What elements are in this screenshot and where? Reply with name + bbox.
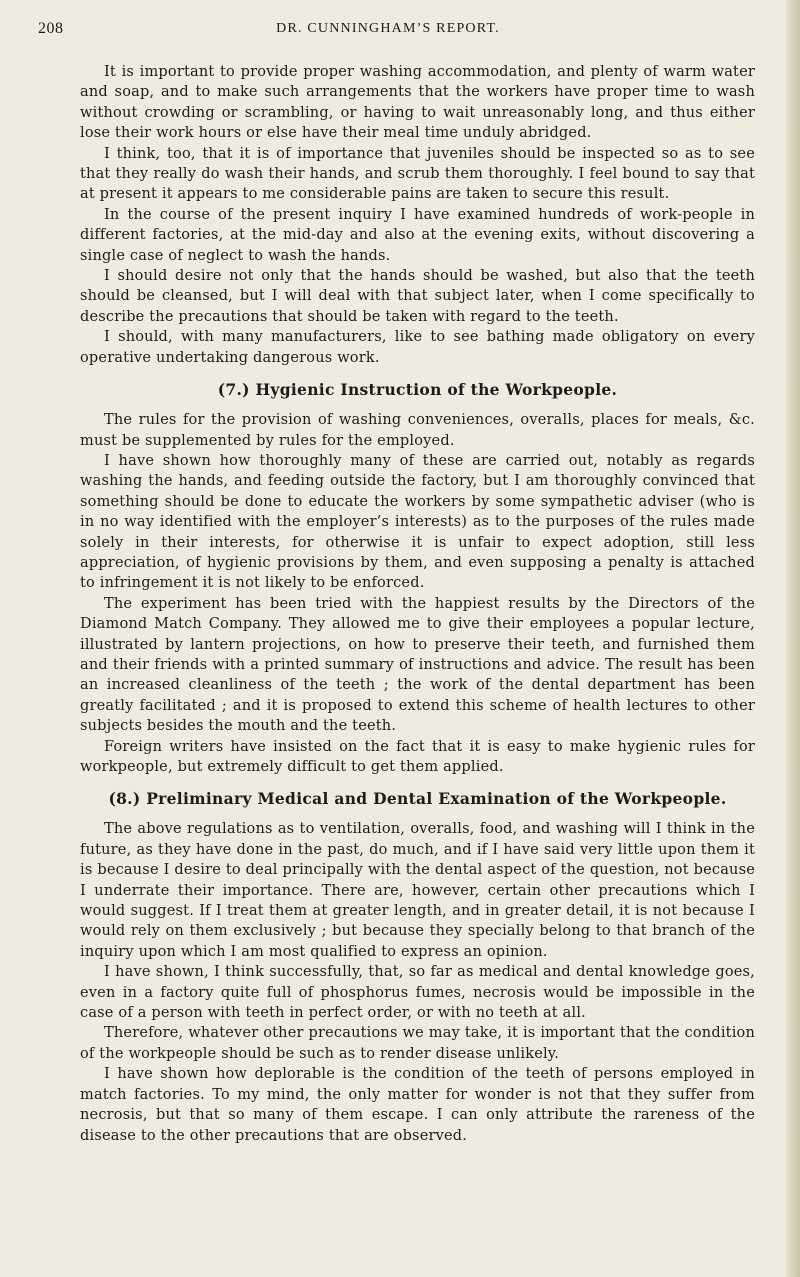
paragraph: I should desire not only that the hands should be washed, but also that the teeth should be cleansed, but I will deal with that subject later, when I come specifically to describe the precautions that should be taken with regard to the teeth.	[80, 268, 755, 325]
paragraph: Foreign writers have insisted on the fact that it is easy to make hygienic rules for workpeople, but extremely difficult to get them applied.	[80, 738, 755, 775]
page-edge-shadow	[786, 0, 800, 1277]
section-heading-8: (8.) Preliminary Medical and Dental Examination of the Workpeople.	[108, 789, 727, 809]
paragraph: Therefore, whatever other precautions we may take, it is important that the condition of the workpeople should be such as to render disease unlikely.	[80, 1025, 755, 1062]
page-number: 208	[38, 20, 64, 37]
paragraph: I have shown how deplorable is the condition of the teeth of persons employed in match factories. To my mind, the only matter for wonder is not that they suffer from necrosis, but that so many of them escape. I can only attribute the rareness of the disease to the other precautions that are observed.	[80, 1066, 755, 1144]
paragraph: It is important to provide proper washing accommodation, and plenty of warm water and soap, and to make such arrangements that the workers have proper time to wash without crowding or scrambling, or having to wait unreasonably long, and thus either lose their work hours or else have their meal time unduly abridged.	[80, 64, 755, 142]
paragraph: The rules for the provision of washing conveniences, overalls, places for meals, &c. must be supplemented by rules for the employed.	[80, 412, 755, 449]
section-heading-7: (7.) Hygienic Instruction of the Workpeople.	[217, 380, 618, 400]
paragraph: The above regulations as to ventilation, overalls, food, and washing will I think in the future, as they have done in the past, do much, and if I have said very little upon them it is because I desire to deal principally with the dental aspect of the question, not because I underrate their importance. There are, however, certain other precautions which I would suggest. If I treat them at greater length, and in greater detail, it is not because I would rely on them exclusively ; but because they specially belong to that branch of the inquiry upon which I am most qualified to express an opinion.	[80, 821, 755, 960]
paragraph: In the course of the present inquiry I have examined hundreds of work-people in different factories, at the mid-day and also at the evening exits, without discovering a single case of neglect to wash the hands.	[80, 206, 755, 264]
page-header	[38, 20, 738, 44]
paragraph: I have shown how thoroughly many of these are carried out, notably as regards washing the hands, and feeding outside the factory, but I am thoroughly convinced that something should be done to educate the workers by some sympathetic adviser (who is in no way identified with the employer’s interests) as to the purposes of the rules made solely in their interests, for otherwise it is unfair to expect adoption, still less appreciation, of hygienic provisions by them, and even supposing a penalty is attached to infringement it is not likely to be enforced.	[80, 452, 755, 592]
paragraph: I think, too, that it is of importance that juveniles should be inspected so as to see that they really do wash their hands, and scrub them thoroughly. I feel bound to say that at present it appears to me considerable pains are taken to secure this result.	[80, 145, 755, 203]
running-title: DR. CUNNINGHAM’S REPORT.	[276, 21, 500, 36]
report-body	[80, 62, 755, 1146]
paragraph: The experiment has been tried with the happiest results by the Directors of the Diamond Match Company. They allowed me to give their employees a popular lecture, illustrated by lantern projections, on how to preserve their teeth, and furnished them and their friends with a printed summary of instructions and advice. The result has been an increased cleanliness of the teeth ; the work of the dental department has been greatly facilitated ; and it is proposed to extend this scheme of health lectures to other subjects besides the mouth and the teeth.	[80, 595, 755, 735]
paragraph: I have shown, I think successfully, that, so far as medical and dental knowledge goes, even in a factory quite full of phosphorus fumes, necrosis would be impossible in the case of a person with teeth in perfect order, or with no teeth at all.	[80, 964, 755, 1022]
paragraph: I should, with many manufacturers, like to see bathing made obligatory on every operative undertaking dangerous work.	[80, 329, 755, 366]
